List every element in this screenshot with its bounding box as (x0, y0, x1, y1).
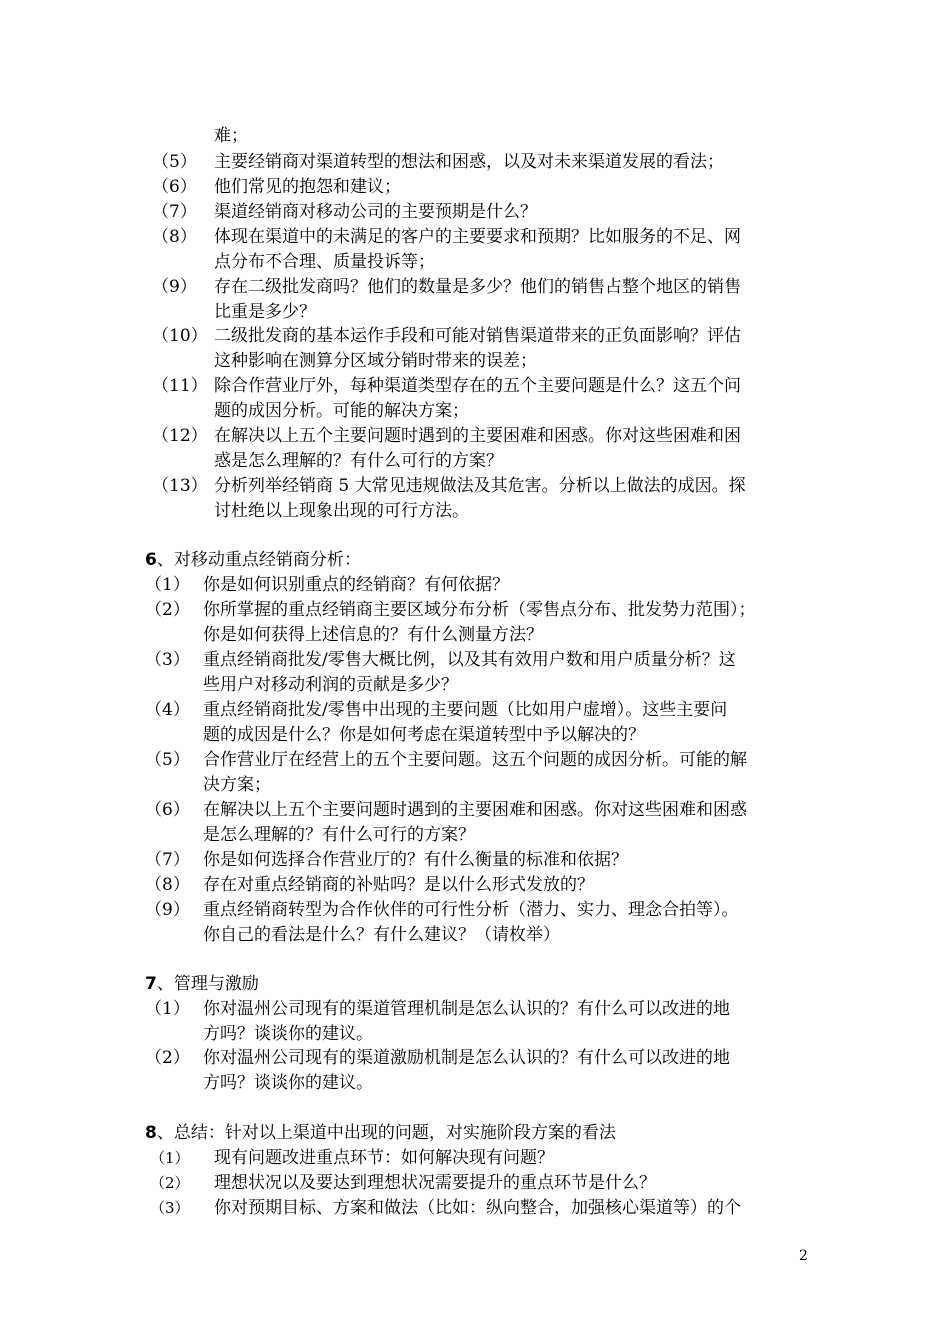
item-text-line: 题的成因分析。可能的解决方案； (214, 401, 469, 421)
item-text-line: 现有问题改进重点环节：如何解决现有问题？ (214, 1148, 554, 1168)
item-text-line: 重点经销商批发/零售中出现的主要问题（比如用户虚增）。这些主要问 (203, 700, 728, 720)
item-text-line: 合作营业厅在经营上的五个主要问题。这五个问题的成因分析。可能的解 (203, 750, 747, 770)
item-text-line: 是怎么理解的？有什么可行的方案？ (203, 825, 475, 845)
item-number: （7） (145, 850, 190, 870)
item-text-line: 点分布不合理、质量投诉等； (214, 252, 435, 272)
item-text-line: 决方案； (203, 775, 271, 795)
item-number: （10） (152, 326, 208, 346)
item-number: （5） (152, 152, 197, 172)
item-number: （6） (152, 177, 197, 197)
item-number: （9） (145, 900, 190, 920)
item-text-line: 二级批发商的基本运作手段和可能对销售渠道带来的正负面影响？评估 (214, 326, 741, 346)
item-text-line: 你自己的看法是什么？有什么建议？（请枚举） (203, 925, 560, 945)
item-text-line: 你对温州公司现有的渠道管理机制是怎么认识的？有什么可以改进的地 (203, 999, 730, 1019)
item-number: （6） (145, 800, 190, 820)
item-number: （8） (152, 227, 197, 247)
item-number: （1） (145, 575, 190, 595)
item-number: （8） (145, 875, 190, 895)
item-text-line: 这种影响在测算分区域分销时带来的误差； (214, 351, 537, 371)
item-number: （11） (152, 376, 208, 396)
item-text-line: 重点经销商批发/零售大概比例，以及其有效用户数和用户质量分析？这 (203, 650, 736, 670)
item-text-line: 分析列举经销商 5 大常见违规做法及其危害。分析以上做法的成因。探 (214, 476, 746, 496)
item-text-line: 存在对重点经销商的补贴吗？是以什么形式发放的？ (203, 875, 594, 895)
item-text-line: 方吗？谈谈你的建议。 (203, 1073, 373, 1093)
item-number: （3） (145, 650, 190, 670)
item-text-line: 你对温州公司现有的渠道激励机制是怎么认识的？有什么可以改进的地 (203, 1048, 730, 1068)
item-text-line: 些用户对移动利润的贡献是多少？ (203, 675, 458, 695)
item-number: （3） (150, 1199, 190, 1217)
item-number: （9） (152, 277, 197, 297)
item-number: （1） (145, 999, 190, 1019)
item-text-line: 重点经销商转型为合作伙伴的可行性分析（潜力、实力、理念合拍等）。 (203, 900, 739, 920)
item-text-line: 讨杜绝以上现象出现的可行方法。 (214, 501, 469, 521)
section-heading: 6、对移动重点经销商分析： (145, 550, 361, 570)
item-text-line: 在解决以上五个主要问题时遇到的主要困难和困惑。你对这些困难和困惑 (203, 800, 747, 820)
item-text-line: 比重是多少？ (214, 302, 316, 322)
page-number: 2 (799, 1248, 808, 1264)
item-text-line: 你是如何识别重点的经销商？有何依据？ (203, 575, 509, 595)
item-number: （2） (145, 1048, 190, 1068)
item-text-line: 你是如何获得上述信息的？有什么测量方法？ (203, 625, 543, 645)
item-text-line: 理想状况以及要达到理想状况需要提升的重点环节是什么？ (214, 1173, 656, 1193)
item-number: （5） (145, 750, 190, 770)
item-text-line: 你对预期目标、方案和做法（比如：纵向整合，加强核心渠道等）的个 (214, 1198, 741, 1218)
item-number: （12） (152, 426, 208, 446)
item-number: （1） (150, 1149, 190, 1167)
item-text-line: 题的成因是什么？你是如何考虑在渠道转型中予以解决的？ (203, 725, 645, 745)
item-text-line: 惑是怎么理解的？有什么可行的方案？ (214, 451, 503, 471)
item-text-line: 渠道经销商对移动公司的主要预期是什么？ (214, 202, 537, 222)
item-text-line: 存在二级批发商吗？他们的数量是多少？他们的销售占整个地区的销售 (214, 277, 741, 297)
item-number: （7） (152, 202, 197, 222)
item-number: （2） (145, 600, 190, 620)
item-text-line: 他们常见的抱怨和建议； (214, 177, 401, 197)
item-number: （13） (152, 476, 208, 496)
item-text-line: 难； (214, 126, 248, 146)
item-text-line: 除合作营业厅外，每种渠道类型存在的五个主要问题是什么？这五个问 (214, 376, 741, 396)
item-text-line: 你是如何选择合作营业厅的？有什么衡量的标准和依据？ (203, 850, 628, 870)
item-text-line: 方吗？谈谈你的建议。 (203, 1024, 373, 1044)
item-text-line: 在解决以上五个主要问题时遇到的主要困难和困惑。你对这些困难和困 (214, 426, 741, 446)
section-heading: 7、管理与激励 (145, 974, 259, 994)
item-text-line: 你所掌握的重点经销商主要区域分布分析（零售点分布、批发势力范围）； (203, 600, 756, 620)
item-text-line: 体现在渠道中的未满足的客户的主要要求和预期？比如服务的不足、网 (214, 227, 741, 247)
item-number: （2） (150, 1174, 190, 1192)
item-number: （4） (145, 700, 190, 720)
item-text-line: 主要经销商对渠道转型的想法和困惑，以及对未来渠道发展的看法； (214, 152, 724, 172)
section-heading: 8、总结：针对以上渠道中出现的问题，对实施阶段方案的看法 (145, 1123, 616, 1143)
